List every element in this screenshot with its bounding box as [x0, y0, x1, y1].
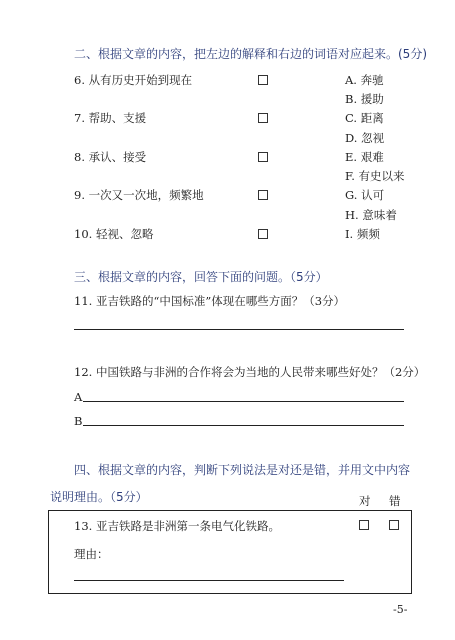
answer-box-6[interactable]	[258, 75, 268, 85]
true-checkbox[interactable]	[359, 520, 369, 530]
option-f: F. 有史以来	[345, 169, 405, 183]
question-11: 11. 亚吉铁路的“中国标准”体现在哪些方面？（3分）	[74, 294, 346, 308]
reason-label: 理由：	[74, 547, 109, 561]
option-a: A. 奔驰	[345, 73, 384, 87]
item-number: 7.	[74, 111, 85, 125]
answer-line-11[interactable]	[74, 329, 404, 330]
column-false-label: 错	[389, 494, 401, 508]
answer-label-b: B	[74, 414, 83, 428]
item-text: 从有历史开始到现在	[88, 73, 193, 87]
section4-heading-line2: 说明理由。（5分）	[50, 490, 148, 504]
item-8	[74, 149, 146, 165]
option-c: C. 距离	[345, 111, 384, 125]
false-checkbox[interactable]	[389, 520, 399, 530]
option-e: E. 艰难	[345, 150, 384, 164]
item-9	[74, 187, 204, 203]
option-b: B. 援助	[345, 92, 384, 106]
answer-line-12a[interactable]	[83, 401, 404, 402]
question-12: 12. 中国铁路与非洲的合作将会为当地的人民带来哪些好处？（2分）	[74, 365, 426, 379]
item-text: 帮助、支援	[88, 111, 147, 125]
item-text: 承认、接受	[88, 150, 147, 164]
column-true-label: 对	[359, 494, 371, 508]
item-number: 10.	[74, 227, 93, 241]
answer-box-10[interactable]	[258, 229, 268, 239]
item-number: 8.	[74, 150, 85, 164]
option-h: H. 意味着	[345, 208, 397, 222]
answer-box-7[interactable]	[258, 113, 268, 123]
option-g: G. 认可	[345, 188, 385, 202]
answer-box-8[interactable]	[258, 152, 268, 162]
item-text: 轻视、忽略	[95, 227, 154, 241]
page-number: -5-	[393, 603, 408, 616]
option-d: D. 忽视	[345, 131, 385, 145]
section4-heading-line1: 四、根据文章的内容，判断下列说法是对还是错，并用文中内容	[74, 463, 411, 477]
answer-box-9[interactable]	[258, 190, 268, 200]
section2-heading: 二、根据文章的内容，把左边的解释和右边的词语对应起来。(5分)	[74, 47, 428, 61]
item-7	[74, 110, 146, 126]
section3-heading: 三、根据文章的内容，回答下面的问题。（5分）	[74, 270, 328, 284]
answer-line-12b[interactable]	[83, 425, 404, 426]
item-6	[74, 72, 192, 88]
item-number: 9.	[74, 188, 85, 202]
item-text: 一次又一次地，频繁地	[88, 188, 204, 202]
reason-answer-line[interactable]	[74, 580, 344, 581]
item-number: 6.	[74, 73, 85, 87]
item-10	[74, 226, 153, 242]
option-i: I. 频频	[345, 227, 380, 241]
answer-label-a: A	[74, 390, 83, 404]
question-13: 13. 亚吉铁路是非洲第一条电气化铁路。	[74, 519, 280, 533]
